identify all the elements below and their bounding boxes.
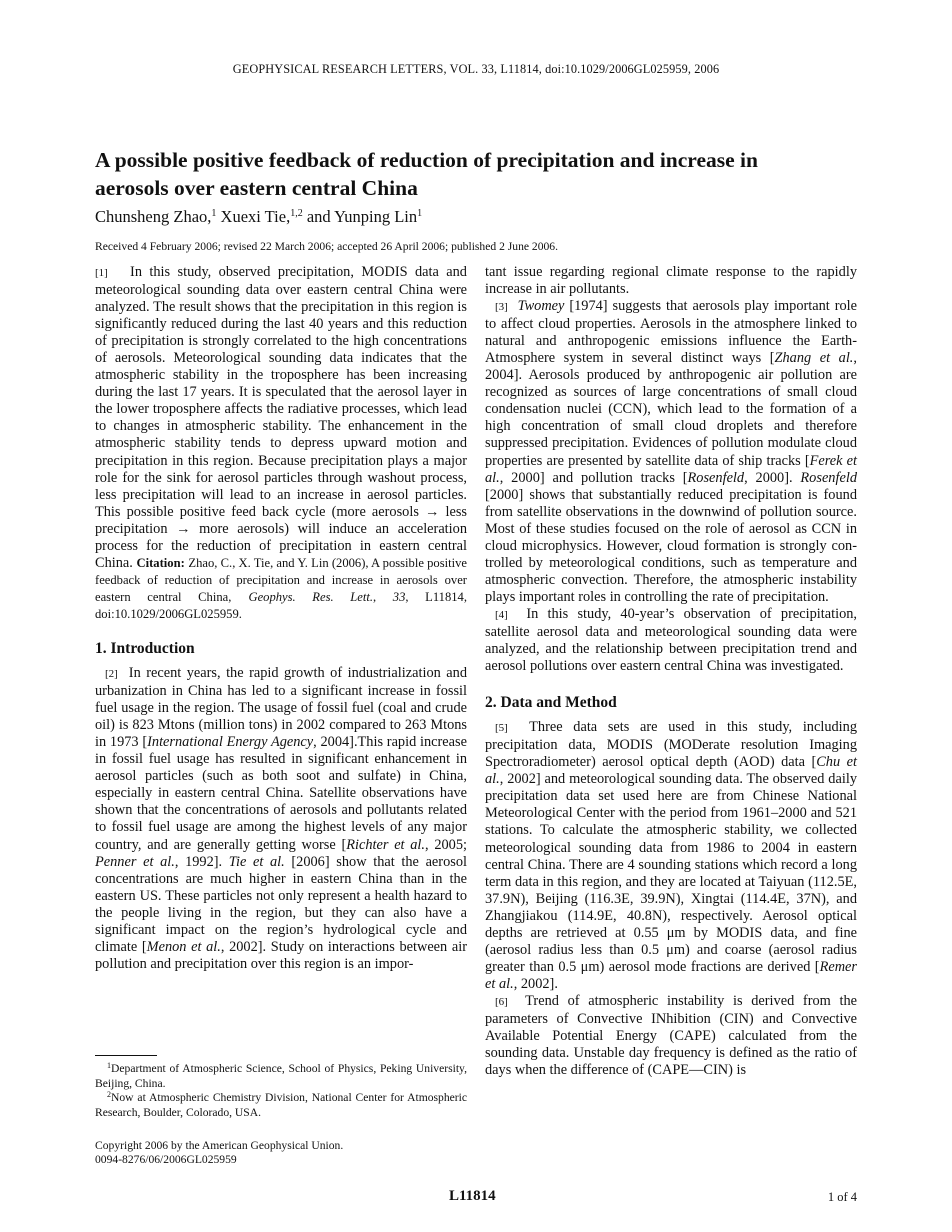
citation-tail: , L11814, doi:10.1029/2006GL025959. (95, 589, 468, 621)
reference-author: Tie et al. (228, 853, 285, 870)
footnote-mark: 2 (107, 1090, 111, 1099)
text-run: In this study, 40-year’s observation of precipitation, satellite aerosol data and meteorological sounding data were analyzed, and the relationship between precipitation trend and aerosol pollutions over eastern central China was investigated. (485, 605, 857, 675)
right-column (485, 264, 857, 1079)
footnote-text: Department of Atmospheric Science, School of Physics, Peking University, Beijing, China. (95, 1062, 467, 1090)
text-run: , 2004].This rapid increase in fossil fuel usage has resulted in significant enhancement in aerosol particles (such as both soot and sulfate) in China, especially in eastern central China. Satellite observations have shown that the concentrations of aerosols and pollutants related to fossil fuel usage are among the highest levels of any major country, and are generally getting worse [ (95, 734, 467, 853)
reference-author: Remer et al. (485, 958, 857, 992)
article-title: A possible positive feedback of reduction of precipitation and increase in aerosols over eastern central China (95, 148, 758, 200)
paragraph-number: [1] (95, 267, 108, 279)
body-paragraph-2-continued (485, 264, 857, 298)
text-run: , 1992]. (174, 853, 229, 870)
body-paragraph-5 (485, 719, 857, 993)
issn-line: 0094-8276/06/2006GL025959 (95, 1152, 237, 1166)
reference-author: Ferek et al. (485, 452, 857, 486)
publication-dates: Received 4 February 2006; revised 22 March 2006; accepted 26 April 2006; published 2 June 2006. (95, 240, 559, 253)
reference-author: Zhang et al. (774, 350, 854, 367)
text-run: , 2002] and meteorological sounding data. The observed daily precipitation data set used here are from Chinese National Meteorological Center with the period from 1961–2000 and 521 stations. To calculate the atmospheric stability, we collected meteorological sounding data from 1986 to 2004 in eastern central China. There are 4 sounding stations which record a long term data in this region, and they are located at Taiyuan (112.5E, 37.9N), Beijing (116.3E, 39.9N), Xingtai (114.4E, 37N), and Zhangjiakou (114.9E, 40.8N), respectively. Aerosol optical depths are retrieved at 0.55 μm by MODIS data, and fine (aerosol radius less than 0.5 μm) and coarse (aerosol radius greater than 0.5 μm) aerosol mode fractions are derived [ (485, 771, 857, 975)
author-name: and Yunping Lin (306, 207, 418, 226)
body-paragraph-3 (485, 298, 857, 606)
text-run: In recent years, the rapid growth of industrialization and urbanization in China has led to a significant increase in fossil fuel usage in the region. The usage of fossil fuel (coal and crude oil) is 823 Mtons (million tons) in 2002 compared to 263 Mtons in 1973 [ (95, 665, 467, 751)
footnote-2 (95, 1091, 467, 1120)
author-name: Chunsheng Zhao, (95, 207, 212, 226)
reference-author: Rosenfeld (687, 469, 745, 486)
citation-text: Zhao, C., X. Tie, and Y. Lin (2006), A possible positive feedback of reduction of precipitation and increase in aerosols over eastern central China, (95, 555, 467, 604)
affiliation-mark: 1 (211, 208, 217, 219)
text-run: , 2004]. Aerosols produced by anthropogenic air pollution are recognized as sources of large concentrations of small cloud condensation nuclei (CCN), which lead to the formation of a high concentration of small cloud droplets and therefore suppressed precipitation. Evidences of pollution modulate cloud properties are presented by satellite data of ship tracks [ (485, 350, 857, 469)
text-run: [2000] shows that substantially reduced precipitation is found from satellite observations in the downwind of pollution source. Most of these studies focused on the role of aerosol as CCN in cloud microphysics. However, cloud formation is strongly controlled by meteorological conditions, such as temperature and atmospheric convection. Therefore, the atmospheric instability plays important roles in controlling the rate of precipitation. (485, 486, 857, 605)
footnote-text: Now at Atmospheric Chemistry Division, National Center for Atmospheric Research, Boulder, Colorado, USA. (95, 1091, 467, 1119)
reference-author: Twomey (517, 298, 565, 315)
reference-author: Penner et al. (95, 853, 175, 870)
citation-label: Citation: (136, 555, 185, 570)
text-run: , 2000] and pollution tracks [ (499, 469, 688, 486)
author-name: Xuexi Tie, (220, 207, 291, 226)
text-run: tant issue regarding regional climate response to the rapidly increase in air pollutants. (485, 264, 857, 298)
paragraph-number: [5] (495, 722, 508, 735)
footnote-1 (95, 1062, 467, 1091)
footnotes (95, 1055, 467, 1120)
body-paragraph-4 (485, 606, 857, 675)
reference-author: Menon et al. (146, 938, 221, 955)
text-run: [1974] suggests that aerosols play important role to affect cloud properties. Aerosols in the atmosphere linked to natural and anthropogenic emissions influence the Earth-Atmosphere system in several distinct ways [ (485, 298, 858, 367)
reference-author: International Energy Agency (147, 734, 314, 751)
text-run: [2006] show that the aerosol concentrations are much higher in eastern China than in the eastern US. These particles not only represent a health hazard to the people living in the region, but they can also have a significant impact on the region’s hydrological cycle and climate [ (95, 853, 467, 955)
paragraph-number: [6] (495, 995, 508, 1008)
text-run: , 2000]. (744, 469, 801, 486)
section-heading-introduction: 1. Introduction (95, 639, 195, 657)
page-number: 1 of 4 (827, 1190, 857, 1204)
abstract-paragraph (95, 264, 467, 623)
abstract-text: In this study, observed precipitation, MODIS data and meteorological sounding data over eastern central China were analyzed. The result shows that the precipitation in this region is significantly reduced during the last 40 years and this reduction of precipitation is strongly correlated to the high concentrations of aerosols. Meteorological sounding data indicates that the atmospheric stability in the troposphere has been increasing during the last 17 years. It is speculated that the aerosol layer in the lower troposphere affects the radiative processes, which lead to changes in atmospheric stability. The enhancement in the atmospheric stability tends to depress upward motion and precipitation in this region. Because precipitation plays a major role for the sink for aerosol particles through washout process, less precipitation will lead to an increase in aerosol particles. This possible positive feed back cycle (more aerosols → less precipitation → more aerosols) will induce an acceleration process for the reduction of precipitation in eastern central China. (95, 264, 467, 571)
text-run: , 2002]. (513, 975, 558, 992)
text-run: Trend of atmospheric instability is derived from the parameters of Convective INhibition (CIN) and Convective Available Potential Energy (CAPE) calculated from the sounding data. Unstable day frequency is defined as the ratio of days when the difference of (CAPE—CIN) is (485, 992, 857, 1079)
section-heading-data-and-method: 2. Data and Method (485, 694, 617, 712)
citation-volume: 33 (392, 589, 406, 604)
paragraph-number: [2] (105, 668, 118, 681)
reference-author: Richter et al. (346, 836, 426, 853)
paragraph-number: [3] (495, 301, 508, 314)
affiliation-mark: 1,2 (290, 208, 303, 219)
footnote-rule (95, 1055, 157, 1056)
left-column (95, 264, 467, 973)
footnote-mark: 1 (107, 1061, 111, 1070)
reference-author: Chu et al. (485, 754, 857, 788)
text-run: , 2002]. Study on interactions between air pollution and precipitation over this region is an impor- (95, 938, 467, 972)
copyright-notice (95, 1139, 343, 1166)
text-run: , 2005; (425, 836, 467, 853)
paragraph-number: [4] (495, 608, 508, 621)
author-list (95, 207, 422, 227)
article-code: L11814 (449, 1188, 496, 1204)
body-paragraph-2 (95, 665, 467, 973)
running-head: GEOPHYSICAL RESEARCH LETTERS, VOL. 33, L11814, doi:10.1029/2006GL025959, 2006 (232, 62, 720, 76)
text-run: Three data sets are used in this study, including precipitation data, MODIS (MODerate resolution Imaging Spectroradiometer) aerosol optical depth (AOD) data [ (485, 719, 857, 771)
body-paragraph-6 (485, 993, 857, 1079)
affiliation-mark: 1 (417, 208, 423, 219)
copyright-line: Copyright 2006 by the American Geophysical Union. (95, 1139, 344, 1152)
citation-journal: Geophys. Res. Lett. (248, 589, 373, 604)
reference-author: Rosenfeld (800, 469, 857, 486)
citation-sep: , (373, 589, 393, 604)
